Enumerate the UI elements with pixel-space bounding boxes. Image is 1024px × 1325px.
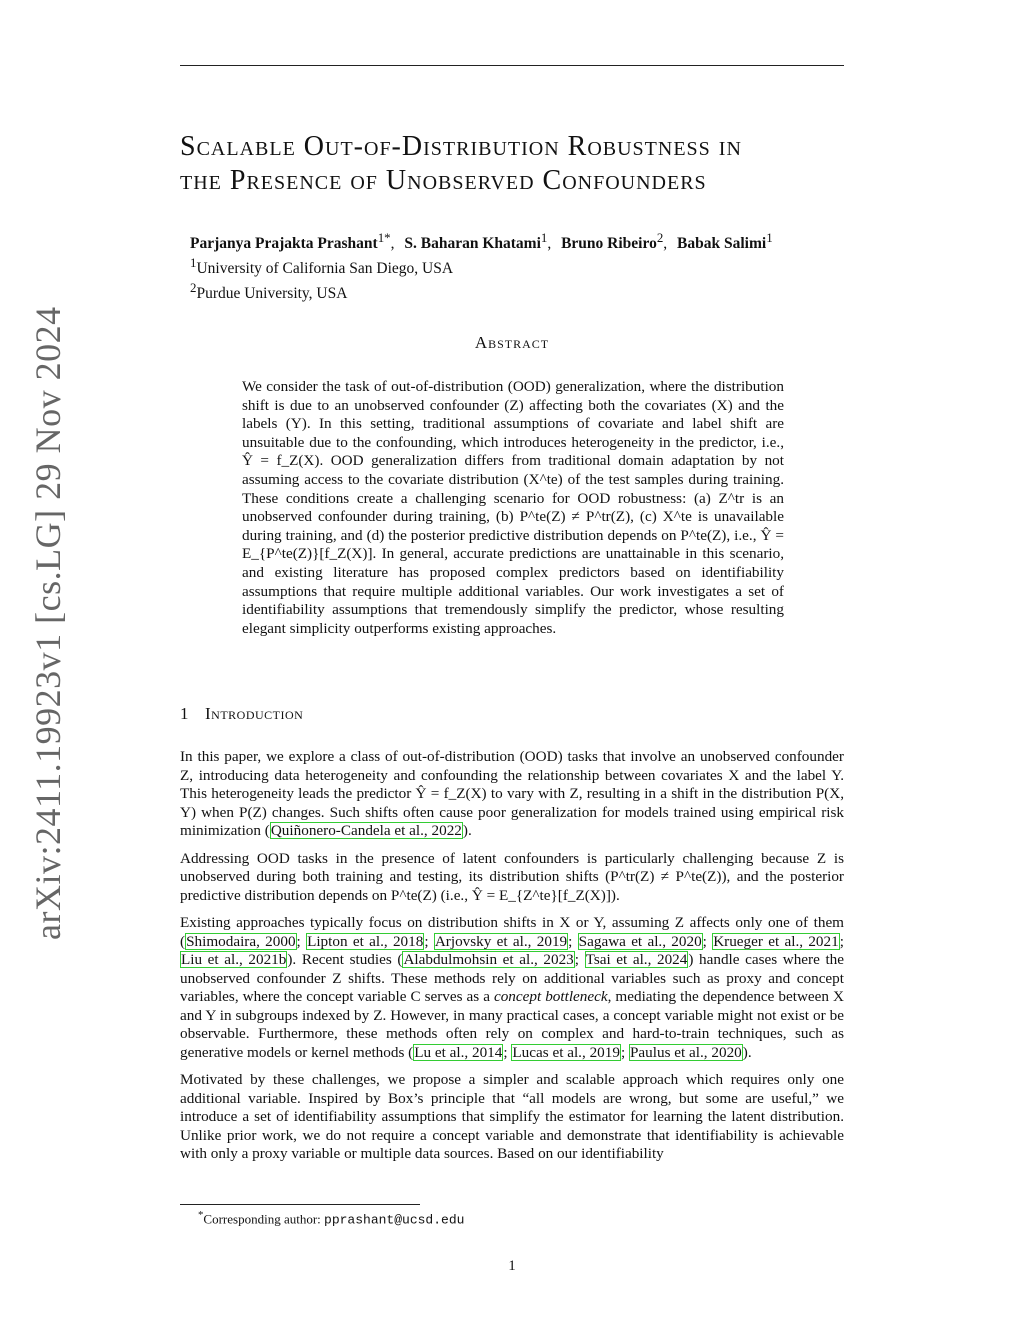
text-run: , mediating the dependence between X and Y in subgroups indexed by Z. However, in many practical cases, a concept variable might not exist or be observable. Furthermore, these methods often rely on complex and hard-to-train techniques, such as generative models or kernel methods ( (180, 988, 844, 1061)
footnote-rule (180, 1204, 420, 1205)
author-names: Parjanya Prajakta Prashant$^{1*}$, S. Baharan Khatami$^1$, Bruno Ribeiro$^2$, Babak Salimi$^1$ (190, 230, 773, 253)
citation-link[interactable]: Tsai et al., 2024 (585, 951, 688, 968)
text-run: ). (462, 822, 472, 839)
paragraph-4: Motivated by these challenges, we propose a simpler and scalable approach which requires only one additional variable. Inspired by Box’s principle that “all models are wrong, but some are useful,” we introduce a set of identifiability assumptions that simplify the estimator for learning the latent distribution. Unlike prior work, we do not require a concept variable and demonstrate that identifiability is achievable with only a proxy variable or multiple data sources. Based on our identifiability (180, 1071, 844, 1162)
citation-link[interactable]: Arjovsky et al., 2019 (434, 932, 568, 950)
author-name: S. Baharan Khatami (404, 235, 541, 253)
citation-link[interactable]: Lipton et al., 2018 (307, 932, 424, 950)
citation-link[interactable]: Liu et al., 2021b (181, 951, 287, 968)
affil-mark: 1 (190, 255, 197, 271)
citation-link[interactable]: Paulus et al., 2020 (629, 1043, 742, 1061)
paragraph-1 (180, 748, 844, 841)
citation-link[interactable]: Lu et al., 2014 (414, 1043, 503, 1061)
author-name: Bruno Ribeiro (561, 235, 657, 253)
page-number: 1 (508, 1258, 516, 1274)
abstract-text: We consider the task of out-of-distribution (OOD) generalization, where the distribution shift is due to an unobserved confounder (Z) affecting both the covariates (X) and the labels (Y). In this setting, traditional assumptions of covariate and label shift are unsuitable due to the confounding, which introduces heterogeneity in the predictor, i.e., Ŷ = f_Z(X). OOD generalization differs from traditional domain adaptation by not assuming access to the covariate distribution (X^te) of the test samples during training. These conditions create a challenging scenario for OOD robustness: (a) Z^tr is an unobserved confounder during training, (b) P^te(Z) ≠ P^tr(Z), (c) X^te is unavailable during training, and (d) the posterior predictive distribution depends on P^te(Z), i.e., Ŷ = E_{P^te(Z)}[f_Z(X)]. In general, accurate predictions are unattainable in this scenario, and existing literature has proposed complex predictors based on identifiability assumptions that require multiple additional variables. Our work investigates a set of identifiability assumptions that tremendously simplify the predictor, whose resulting elegant simplicity outperforms existing approaches. (242, 378, 784, 637)
paper-title (180, 130, 844, 198)
citation-link[interactable]: Shimodaira, 2000 (186, 932, 296, 950)
citation-link[interactable]: Lucas et al., 2019 (512, 1043, 620, 1061)
author-affil-mark: 1 (540, 230, 548, 245)
affil-text: University of California San Diego, USA (196, 260, 454, 278)
affil-mark: 2 (190, 280, 197, 296)
text-run: In this paper, we explore a class of out-of-distribution (OOD) tasks that involve an unobserved confounder Z, introducing data heterogeneity and confounding the relationship between covariates X and the label Y. This heterogeneity leads the predictor Ŷ = f_Z(X) to vary with Z, resulting in a shift in the distribution P(X, Y) when P(Z) changes. Such shifts often cause poor generalization for models trained using empirical risk minimization ( (180, 748, 844, 839)
author-affil-mark: 1 (766, 230, 773, 245)
author-name: Babak Salimi (677, 235, 767, 253)
section-title: Introduction (205, 704, 304, 723)
affiliation (190, 278, 850, 303)
section-body (180, 748, 844, 1173)
footnote-mark: * (198, 1209, 204, 1221)
citation-link[interactable]: Alabdulmohsin et al., 2023 (403, 951, 574, 968)
arxiv-sidebar-stamp: arXiv:2411.19923v1 [cs.LG] 29 Nov 2024 (28, 306, 68, 940)
affil-text: Purdue University, USA (196, 285, 348, 303)
text-run: ). (742, 1043, 752, 1061)
footnote-email[interactable]: pprashant@ucsd.edu (324, 1212, 465, 1228)
paragraph-3: Existing approaches typically focus on distribution shifts in X or Y, assuming Z affects only one of them (Shimodaira, 2000; Lipton et al., 2018; Arjovsky et al., 2019; Sagawa et al., 2020; Krueger et al., 2021; Liu et al., 2021b). Recent studies (Alabdulmohsin et al., 2023; Tsai et al., 2024) handle cases where the unobserved confounder Z shifts. These methods rely on additional variables such as proxy and concept variables, where the concept variable C serves as a concept bottleneck, mediating the dependence between X and Y in subgroups indexed by Z. However, in many practical cases, a concept variable might not exist or be observable. Furthermore, these methods often rely on complex and hard-to-train techniques, such as generative models or kernel methods (Lu et al., 2014; Lucas et al., 2019; Paulus et al., 2020). (180, 914, 844, 1061)
citation-link[interactable]: Quiñonero-Candela et al., 2022 (270, 822, 462, 839)
affiliation (190, 253, 850, 278)
footnote (198, 1209, 464, 1227)
citation-link[interactable]: Sagawa et al., 2020 (578, 932, 702, 950)
text-run: ). Recent studies ( (287, 951, 403, 968)
top-rule (180, 65, 844, 66)
paragraph-2: Addressing OOD tasks in the presence of latent confounders is particularly challenging because Z is unobserved during both training and testing, its distribution shifts (P^tr(Z) ≠ P^te(Z)), and the posterior predictive distribution depends on P^te(Z) (i.e., Ŷ = E_{Z^te}[f_Z(X)]). (180, 849, 844, 904)
emphasis-text: concept bottleneck (493, 988, 608, 1005)
section-heading (180, 704, 303, 724)
author-affil-mark: 2 (656, 230, 664, 245)
author-name: Parjanya Prajakta Prashant (190, 235, 378, 253)
footnote-label: Corresponding author: (203, 1211, 325, 1227)
abstract-heading: Abstract (474, 333, 550, 352)
citation-link[interactable]: Krueger et al., 2021 (713, 932, 839, 950)
author-affil-mark: 1* (377, 230, 391, 245)
author-block (190, 228, 850, 303)
text-run: Existing approaches typically focus on distribution shifts in X or Y, assuming Z affects only one of them ( (180, 914, 844, 950)
title-line-1: Scalable Out-of-Distribution Robustness in (180, 131, 742, 162)
text-run: ) handle cases where the unobserved confounder Z shifts. These methods rely on additional variables such as proxy and concept variables, where the concept variable C serves as a (180, 951, 844, 1005)
title-line-2: the Presence of Unobserved Confounders (180, 165, 707, 196)
section-number: 1 (180, 704, 189, 723)
